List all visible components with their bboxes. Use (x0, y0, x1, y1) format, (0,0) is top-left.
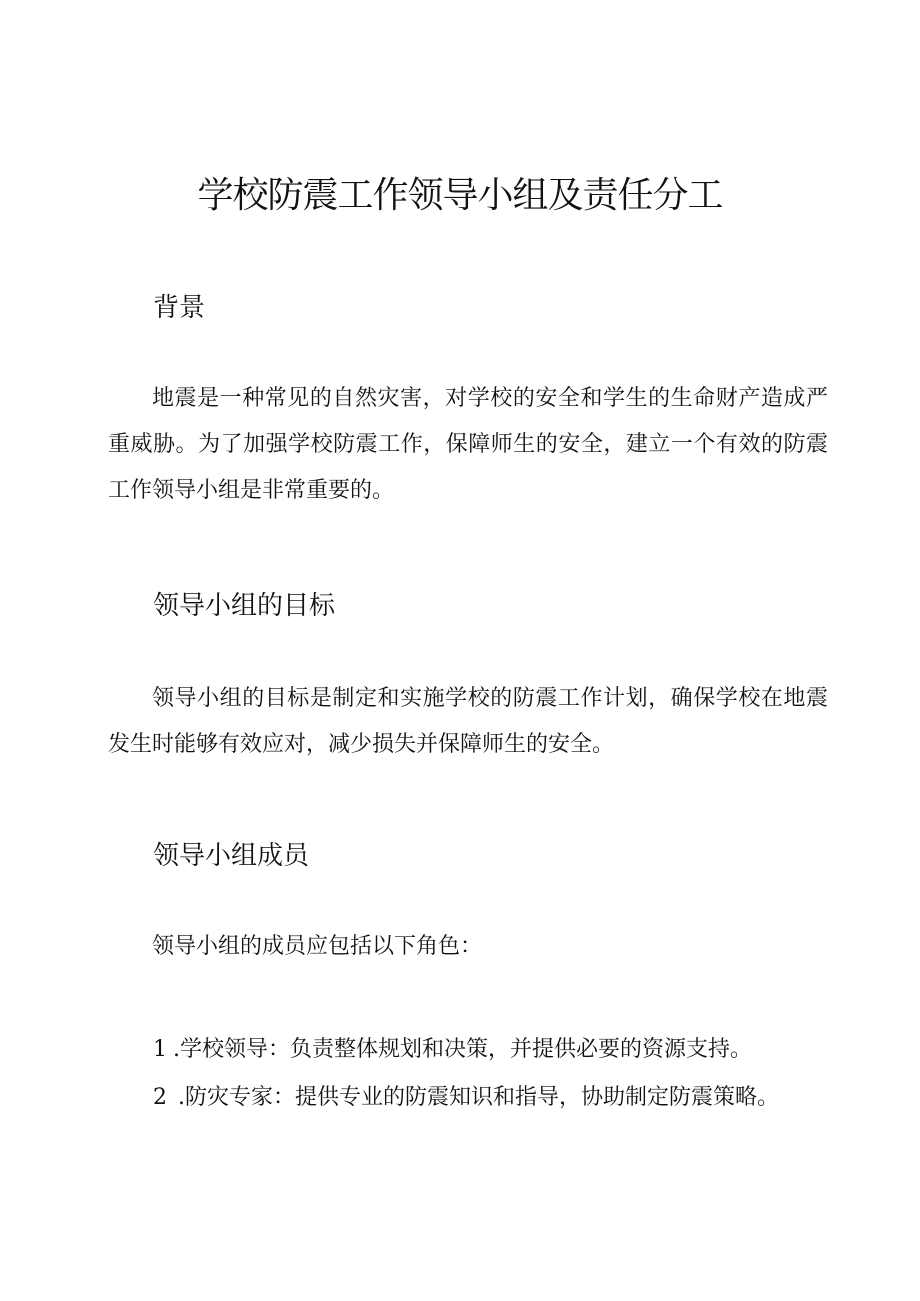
list-item (153, 1034, 853, 1066)
list-item-text: .学校领导：负责整体规划和决策，并提供必要的资源支持。 (173, 1037, 752, 1062)
section-heading-members: 领导小组成员 (153, 841, 310, 871)
list-item-number: 2 (153, 1085, 167, 1110)
list-item-number: 1 (153, 1037, 167, 1062)
section-paragraph-members: 领导小组的成员应包括以下角色： (152, 934, 483, 959)
section-heading-goal: 领导小组的目标 (153, 591, 336, 621)
list-item (153, 1082, 853, 1114)
list-item-text: .防灾专家：提供专业的防震知识和指导，协助制定防震策略。 (178, 1085, 779, 1110)
section-heading-background: 背景 (153, 293, 206, 323)
section-paragraph-background: 地震是一种常见的自然灾害，对学校的安全和学生的生命财产造成严重威胁。为了加强学校防震工作，保障师生的安全，建立一个有效的防震工作领导小组是非常重要的。 (108, 386, 828, 503)
document-title: 学校防震工作领导小组及责任分工 (197, 175, 723, 216)
section-paragraph-goal: 领导小组的目标是制定和实施学校的防震工作计划，确保学校在地震发生时能够有效应对，减少损失并保障师生的安全。 (108, 686, 828, 757)
